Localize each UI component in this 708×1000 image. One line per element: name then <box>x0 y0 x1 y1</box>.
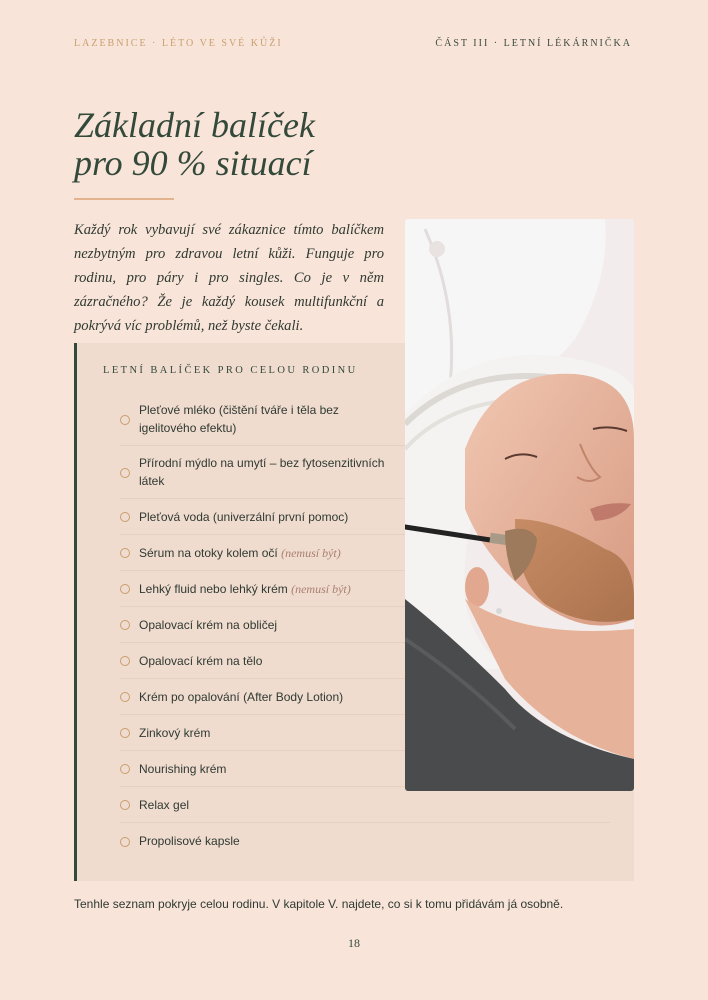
footer-note: Tenhle seznam pokryje celou rodinu. V kapitole V. najdete, co si k tomu přidávám já osobně. <box>74 897 564 911</box>
facial-treatment-photo <box>405 219 634 791</box>
title-divider <box>74 198 174 200</box>
list-item-text: Nourishing krém <box>139 761 227 776</box>
list-item-text: Relax gel <box>139 797 190 812</box>
running-header-left: LAZEBNICE · LÉTO VE SVÉ KŮŽI <box>74 38 283 49</box>
running-header-right: ČÁST III · LETNÍ LÉKÁRNIČKA <box>435 38 632 49</box>
list-item-text: Propolisové kapsle <box>139 834 240 848</box>
facial-treatment-illustration <box>405 219 634 791</box>
bullet-icon <box>120 656 130 666</box>
list-item <box>120 787 610 823</box>
bullet-icon <box>120 415 130 425</box>
list-item-text: Přírodní mýdlo na umytí – bez fytosenzitivních látek <box>139 456 385 488</box>
bullet-icon <box>120 548 130 558</box>
bullet-icon <box>120 512 130 522</box>
list-item-text: Pleťové mléko (čištění tváře i těla bez igelitového efektu) <box>139 403 339 435</box>
optional-note: (nemusí být) <box>281 545 341 560</box>
page-number: 18 <box>348 936 360 950</box>
bullet-icon <box>120 800 130 810</box>
list-item-text: Opalovací krém na tělo <box>139 653 263 668</box>
optional-note: (nemusí být) <box>291 581 351 596</box>
bullet-icon <box>120 468 130 478</box>
page-title-line-2: pro 90 % situací <box>74 143 312 183</box>
bullet-icon <box>120 764 130 774</box>
bullet-icon <box>120 584 130 594</box>
bullet-icon <box>120 620 130 630</box>
list-item-text: Sérum na otoky kolem očí (nemusí být) <box>139 545 341 560</box>
list-item-text: Krém po opalování (After Body Lotion) <box>139 689 344 704</box>
running-header <box>74 38 632 49</box>
list-item-text: Opalovací krém na obličej <box>139 617 278 632</box>
intro-paragraph: Každý rok vybavují své zákaznice tímto balíčkem nezbytným pro zdravou letní kůži. Funguje pro rodinu, pro páry i pro singles. Co je v něm zázračného? Že je každý kousek multifunkční a pokrývá víc problémů, než byste čekali. <box>74 222 384 334</box>
list-item-text: Lehký fluid nebo lehký krém (nemusí být) <box>139 581 351 596</box>
page-title-line-1: Základní balíček <box>74 105 315 145</box>
page-title <box>74 106 315 182</box>
list-item-text: Zinkový krém <box>139 725 211 740</box>
list-item-text: Pleťová voda (univerzální první pomoc) <box>139 509 349 524</box>
list-item <box>120 823 610 859</box>
package-heading: LETNÍ BALÍČEK PRO CELOU RODINU <box>103 365 358 376</box>
bullet-icon <box>120 837 130 847</box>
bullet-icon <box>120 728 130 738</box>
bullet-icon <box>120 692 130 702</box>
